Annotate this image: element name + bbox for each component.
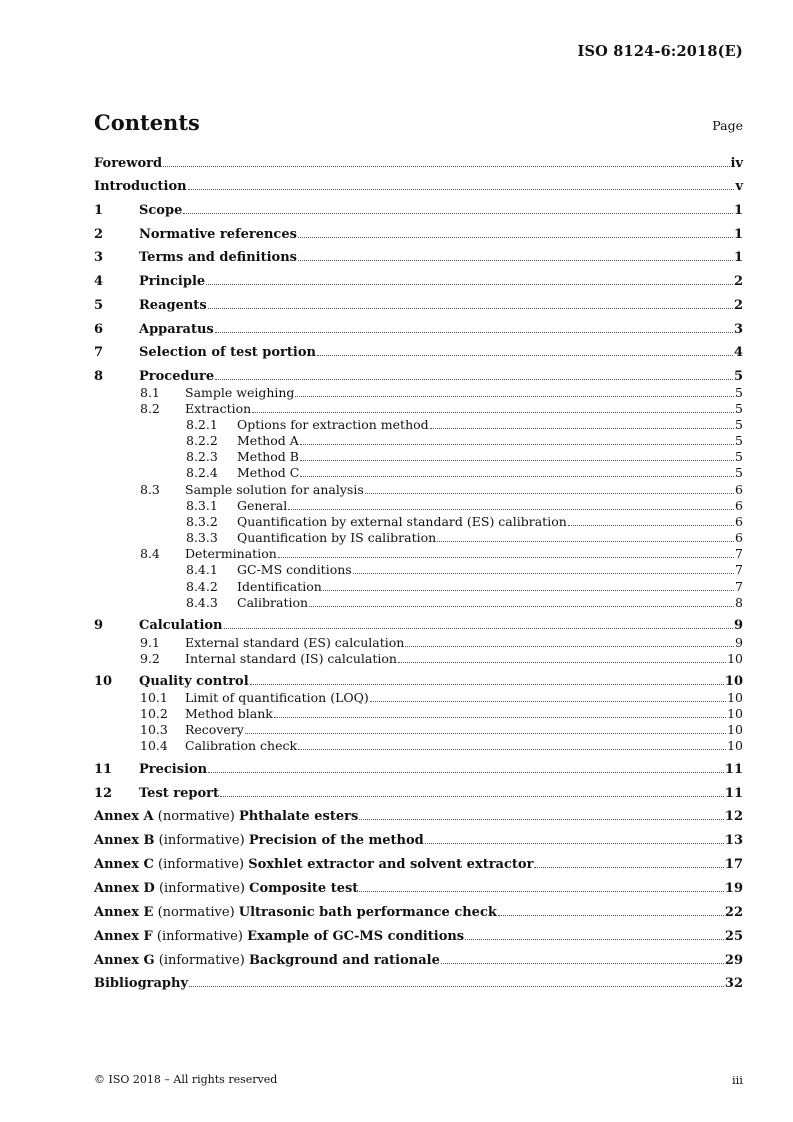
toc-entry-page: 29 [724,953,743,968]
toc-entry[interactable] [94,498,743,515]
toc-entry-number: 12 [94,786,113,801]
toc-entry[interactable] [94,274,743,291]
toc-entry-page: 1 [733,227,743,242]
toc-entry[interactable] [94,250,743,267]
toc-entry-number: 8.4.2 [186,579,218,594]
toc-entry-page: 2 [733,274,743,289]
toc-entry-title: Quantification by IS calibration [237,530,437,545]
toc-entry-page: 4 [733,345,743,360]
toc-entry-number: 8.2.3 [186,449,218,464]
toc-entry[interactable] [94,322,743,339]
toc-entry-page: 10 [727,690,743,705]
dot-leader [224,627,733,629]
toc-entry-number: 9.2 [140,651,160,666]
toc-entry[interactable] [94,595,743,612]
toc-entry-number: 10.1 [140,690,168,705]
toc-entry-title: Quantification by external standard (ES) calibration [237,514,567,529]
toc-entry-title: Test report [139,786,220,801]
toc-entry-title: Extraction [185,401,252,416]
toc-entry-title: Identification [237,579,322,594]
toc-entry[interactable] [94,809,743,826]
toc-entry[interactable] [94,449,743,466]
dot-leader [215,378,733,380]
toc-entry[interactable] [94,203,743,220]
dot-leader [208,771,724,773]
toc-entry[interactable] [94,562,743,579]
toc-entry[interactable] [94,722,743,739]
toc-entry-number: 8.4.1 [186,562,218,577]
toc-entry-page: 9 [735,635,743,650]
dot-leader [298,259,733,261]
toc-entry[interactable] [94,546,743,563]
toc-entry[interactable] [94,706,743,723]
toc-entry-title: Background and rationale [248,953,440,968]
toc-entry-title: Ultrasonic bath performance check [238,905,497,920]
toc-entry-number: 10 [94,674,113,689]
toc-entry-title: General [237,498,288,513]
dot-leader [370,700,726,702]
document-code: ISO 8124-6:2018(E) [577,43,743,60]
annex-type: (normative) [153,905,239,920]
dot-leader [398,661,726,663]
dot-leader [405,645,734,647]
annex-type: (informative) [154,833,249,848]
toc-entry-number: 8.2.1 [186,417,218,432]
dot-leader [295,395,734,397]
toc-entry-page: 2 [733,298,743,313]
dot-leader [317,354,733,356]
toc-entry-page: 5 [735,465,743,480]
toc-entry-page: 8 [735,595,743,610]
toc-entry[interactable] [94,401,743,418]
toc-entry[interactable] [94,881,743,898]
dot-leader [183,212,733,214]
toc-entry[interactable] [94,786,743,803]
toc-entry[interactable] [94,530,743,547]
toc-entry-title: Procedure [139,369,215,384]
toc-entry-page: 10 [727,651,743,666]
toc-entry-title: Soxhlet extractor and solvent extractor [248,857,534,872]
toc-entry[interactable] [94,369,743,386]
toc-entry-page: iv [730,156,743,171]
toc-entry-page: 6 [735,530,743,545]
dot-leader [250,683,724,685]
dot-leader [359,890,724,892]
toc-entry[interactable] [94,976,743,993]
dot-leader [568,524,734,526]
dot-leader [215,331,733,333]
toc-entry-page: 6 [735,482,743,497]
dot-leader [252,411,734,413]
annex-label: Annex C [94,857,154,872]
toc-entry-page: 6 [735,498,743,513]
toc-entry-title: Limit of quantification (LOQ) [185,690,369,705]
page-number: iii [731,1073,743,1087]
toc-entry[interactable] [94,929,743,946]
toc-entry-title: Terms and definitions [139,250,297,265]
toc-entry-number: 4 [94,274,104,289]
dot-leader [498,914,724,916]
toc-entry-number: 8 [94,369,104,384]
toc-entry-page: 5 [735,385,743,400]
dot-leader [206,283,733,285]
toc-entry-number: 11 [94,762,113,777]
toc-entry-page: 5 [735,449,743,464]
toc-entry-title: Phthalate esters [238,809,359,824]
toc-entry-title: Recovery [185,722,244,737]
dot-leader [309,605,734,607]
annex-label: Annex F [94,929,153,944]
dot-leader [300,459,734,461]
toc-entry-title: Sample weighing [185,385,295,400]
toc-entry-number: 8.3 [140,482,160,497]
toc-entry-page: v [735,179,743,194]
page-column-label: Page [712,118,743,133]
dot-leader [300,475,734,477]
toc-entry-page: 22 [724,905,743,920]
dot-leader [220,795,724,797]
toc-entry-number: 7 [94,345,104,360]
toc-entry-title: Method A [237,433,299,448]
annex-type: (normative) [153,809,239,824]
toc-entry-title: Calibration check [185,738,298,753]
dot-leader [274,716,726,718]
toc-entry-page: 7 [735,579,743,594]
toc-entry[interactable] [94,738,743,755]
toc-entry-title: Method blank [185,706,273,721]
toc-entry-number: 3 [94,250,104,265]
toc-entry-number: 8.3.2 [186,514,218,529]
annex-label: Annex B [94,833,155,848]
toc-entry-title: Principle [139,274,206,289]
toc-entry-number: 8.3.1 [186,498,218,513]
toc-entry[interactable] [94,905,743,922]
toc-entry-title: Calibration [237,595,309,610]
toc-entry-title: Precision [139,762,208,777]
toc-entry-number: 8.2.4 [186,465,218,480]
toc-entry[interactable] [94,953,743,970]
toc-entry-number: 10.3 [140,722,168,737]
toc-entry-title: Precision of the method [248,833,424,848]
toc-entry-title: Selection of test portion [139,345,316,360]
dot-leader [323,589,734,591]
toc-entry[interactable] [94,674,743,691]
toc-entry-title: Scope [139,203,183,218]
dot-leader [359,818,724,820]
toc-entry-page: 10 [724,674,743,689]
dot-leader [188,188,735,190]
annex-type: (informative) [152,929,248,944]
toc-entry-number: 8.3.3 [186,530,218,545]
annex-label: Annex E [94,905,154,920]
toc-entry-title: Example of GC-MS conditions [247,929,465,944]
toc-entry-page: 10 [727,738,743,753]
toc-entry[interactable] [94,618,743,635]
toc-entry-title: Apparatus [139,322,214,337]
dot-leader [298,748,726,750]
annex-label: Annex A [94,809,154,824]
toc-entry[interactable] [94,651,743,668]
toc-entry-page: 7 [735,562,743,577]
toc-entry-page: 11 [724,786,743,801]
toc-entry-page: 5 [735,433,743,448]
toc-entry[interactable] [94,156,743,173]
dot-leader [163,165,729,167]
toc-entry[interactable] [94,514,743,531]
toc-entry-title: Sample solution for analysis [185,482,364,497]
dot-leader [534,866,723,868]
toc-entry-page: 5 [735,401,743,416]
toc-entry-page: 7 [735,546,743,561]
toc-entry-page: 17 [724,857,743,872]
toc-entry-number: 5 [94,298,104,313]
dot-leader [365,492,734,494]
dot-leader [300,443,734,445]
toc-entry-title: Internal standard (IS) calculation [185,651,397,666]
toc-entry[interactable] [94,579,743,596]
annex-label: Annex G [94,953,155,968]
toc-entry-title: Bibliography [94,976,189,991]
toc-entry-title: Quality control [139,674,249,689]
toc-entry-number: 8.1 [140,385,160,400]
toc-entry-page: 13 [724,833,743,848]
toc-entry-title: Determination [185,546,277,561]
toc-entry-title: Introduction [94,179,187,194]
toc-entry-title: Foreword [94,156,163,171]
dot-leader [441,962,724,964]
annex-label: Annex D [94,881,155,896]
toc-entry-page: 10 [727,722,743,737]
dot-leader [465,938,724,940]
toc-entry-number: 8.2 [140,401,160,416]
toc-entry-title: GC-MS conditions [237,562,352,577]
toc-entry-page: 19 [724,881,743,896]
toc-entry-title: Method C [237,465,300,480]
toc-entry-number: 2 [94,227,104,242]
toc-entry-page: 25 [724,929,743,944]
annex-type: (informative) [154,953,249,968]
toc-entry-page: 9 [733,618,743,633]
toc-entry-number: 1 [94,203,104,218]
toc-entry-page: 1 [733,250,743,265]
toc-entry-page: 12 [724,809,743,824]
toc-entry-title: External standard (ES) calculation [185,635,405,650]
toc-entry[interactable] [94,482,743,499]
annex-type: (informative) [153,857,249,872]
dot-leader [437,540,734,542]
dot-leader [298,236,733,238]
toc-entry-title: Normative references [139,227,297,242]
dot-leader [208,307,733,309]
toc-entry-page: 5 [735,417,743,432]
dot-leader [288,508,734,510]
toc-entry[interactable] [94,635,743,652]
toc-entry[interactable] [94,833,743,850]
toc-entry-number: 10.4 [140,738,168,753]
page-title: Contents [94,110,200,135]
toc-entry-number: 8.2.2 [186,433,218,448]
toc-entry[interactable] [94,465,743,482]
toc-entry[interactable] [94,298,743,315]
copyright-notice: © ISO 2018 – All rights reserved [94,1073,278,1086]
annex-type: (informative) [154,881,250,896]
dot-leader [353,572,734,574]
toc-entry-title: Calculation [139,618,223,633]
toc-entry-page: 3 [733,322,743,337]
toc-entry-number: 6 [94,322,104,337]
dot-leader [189,985,724,987]
toc-entry[interactable] [94,857,743,874]
toc-entry[interactable] [94,433,743,450]
dot-leader [425,842,724,844]
toc-entry-page: 5 [733,369,743,384]
dot-leader [278,556,734,558]
toc-entry[interactable] [94,179,743,196]
toc-entry-title: Method B [237,449,299,464]
toc-entry-title: Composite test [249,881,359,896]
toc-entry[interactable] [94,385,743,402]
toc-entry[interactable] [94,227,743,244]
dot-leader [245,732,726,734]
toc-entry-page: 1 [733,203,743,218]
toc-entry-number: 10.2 [140,706,168,721]
toc-entry[interactable] [94,417,743,434]
toc-entry[interactable] [94,690,743,707]
toc-entry-page: 11 [724,762,743,777]
toc-entry-title: Options for extraction method [237,417,429,432]
toc-entry-page: 10 [727,706,743,721]
dot-leader [430,427,734,429]
toc-entry-title: Reagents [139,298,207,313]
toc-entry-number: 8.4.3 [186,595,218,610]
toc-entry-number: 9 [94,618,104,633]
toc-entry-number: 8.4 [140,546,160,561]
toc-entry-number: 9.1 [140,635,160,650]
toc-entry-page: 32 [724,976,743,991]
toc-entry-page: 6 [735,514,743,529]
toc-entry[interactable] [94,762,743,779]
toc-entry[interactable] [94,345,743,362]
